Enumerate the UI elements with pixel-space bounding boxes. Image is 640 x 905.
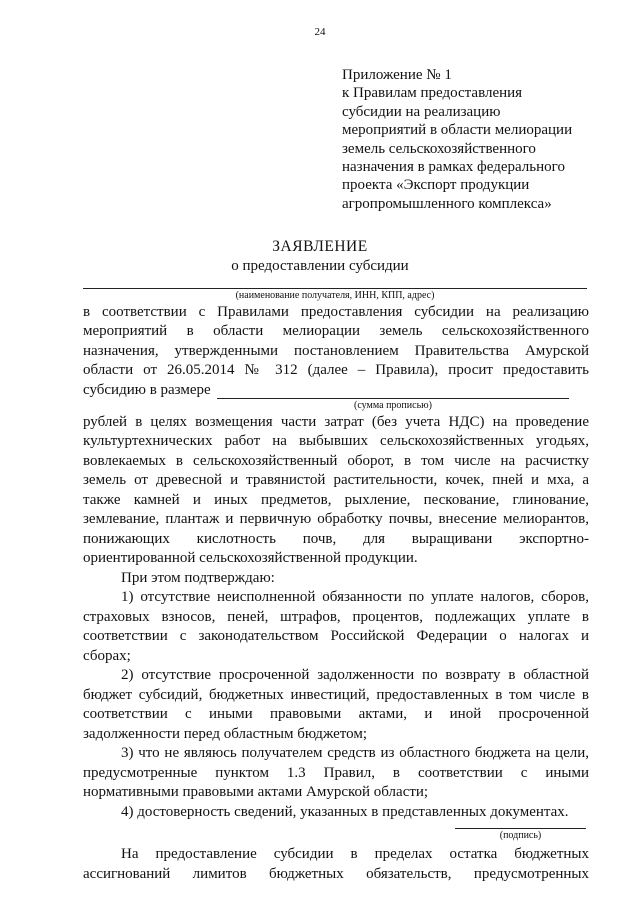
text-line: страховых взносов, пеней, штрафов, процентов, подлежащих уплате в (83, 609, 589, 625)
text-line: рублей в целях возмещения части затрат (без учета НДС) на проведение (83, 414, 589, 430)
recipient-fill-line (83, 288, 587, 289)
text-line: ориентированной сельскохозяйственной продукции. (83, 550, 418, 566)
text-line: землевание, плантаж и первичную обработку почвы, внесение мелиорантов, (83, 511, 589, 527)
appendix-block (342, 66, 622, 213)
list-item: 4) достоверность сведений, указанных в представленных документах. (121, 804, 569, 820)
appendix-line: проекта «Экспорт продукции (342, 177, 530, 194)
text-line: нормативными правовыми актами Амурской области; (83, 784, 429, 800)
text-line: При этом подтверждаю: (121, 570, 275, 586)
recipient-caption: (наименование получателя, ИНН, КПП, адрес) (235, 290, 435, 301)
text-line: ассигнований лимитов бюджетных обязательств, предусмотренных (83, 866, 589, 882)
appendix-line: мероприятий в области мелиорации (342, 122, 573, 139)
text-line: бюджет субсидий, бюджетных инвестиций, предоставленных в том числе в (83, 687, 589, 703)
text-line: земель от древесной и травянистой растительности, кочек, пней и мха, а (83, 472, 589, 488)
list-item: 3) что не являюсь получателем средств из областного бюджета на цели, (121, 745, 589, 761)
appendix-line: земель сельскохозяйственного (342, 140, 536, 157)
text-line: в соответствии с Правилами предоставления субсидии на реализацию (83, 304, 589, 320)
text-line: субсидию в размере (83, 382, 211, 398)
text-line: вовлекаемых в сельскохозяйственный оборот, в том числе на расчистку (83, 453, 589, 469)
text-line: соответствии с иными правовыми актами, и иной просроченной (83, 706, 589, 722)
text-line: предусмотренные пунктом 1.3 Правил, в соответствии с иными (83, 765, 589, 781)
text-line: соответствии с законодательством Российской Федерации о налогах и (83, 628, 589, 644)
text-line: На предоставление субсидии в пределах остатка бюджетных (121, 846, 589, 862)
appendix-line: Приложение № 1 (342, 67, 452, 83)
list-item: 2) отсутствие просроченной задолженности по возврату в областной (121, 667, 589, 683)
sum-caption: (сумма прописью) (354, 400, 432, 411)
appendix-line: субсидии на реализацию (342, 103, 501, 120)
text-line: понижающих кислотность почв, для выращивани экспортно- (83, 531, 589, 547)
signature-fill-line (455, 828, 586, 829)
page-number: 24 (314, 26, 326, 38)
text-line: мероприятий в области мелиорации земель сельскохозяйственного (83, 323, 589, 339)
signature-caption: (подпись) (499, 830, 542, 841)
text-line: также камней и иных предметов, рыхление, пескование, глинование, (83, 492, 589, 508)
document-subtitle: о предоставлении субсидии (231, 258, 409, 274)
text-line: назначения, утвержденными постановлением Правительства Амурской (83, 343, 589, 359)
text-line: сборах; (83, 648, 131, 664)
text-line: культуртехнических работ на выбывших сельскохозяйственных угодьях, (83, 433, 589, 449)
document-title: ЗАЯВЛЕНИЕ (272, 238, 368, 255)
appendix-line: назначения в рамках федерального (342, 159, 565, 176)
text-line: области от 26.05.2014 № 312 (далее – Правила), просит предоставить (83, 362, 589, 378)
appendix-line: к Правилам предоставления (342, 85, 523, 102)
text-line: задолженности перед областным бюджетом; (83, 726, 367, 742)
sum-fill-line (217, 398, 569, 399)
list-item: 1) отсутствие неисполненной обязанности по уплате налогов, сборов, (121, 589, 589, 605)
appendix-line: агропромышленного комплекса» (342, 195, 552, 212)
